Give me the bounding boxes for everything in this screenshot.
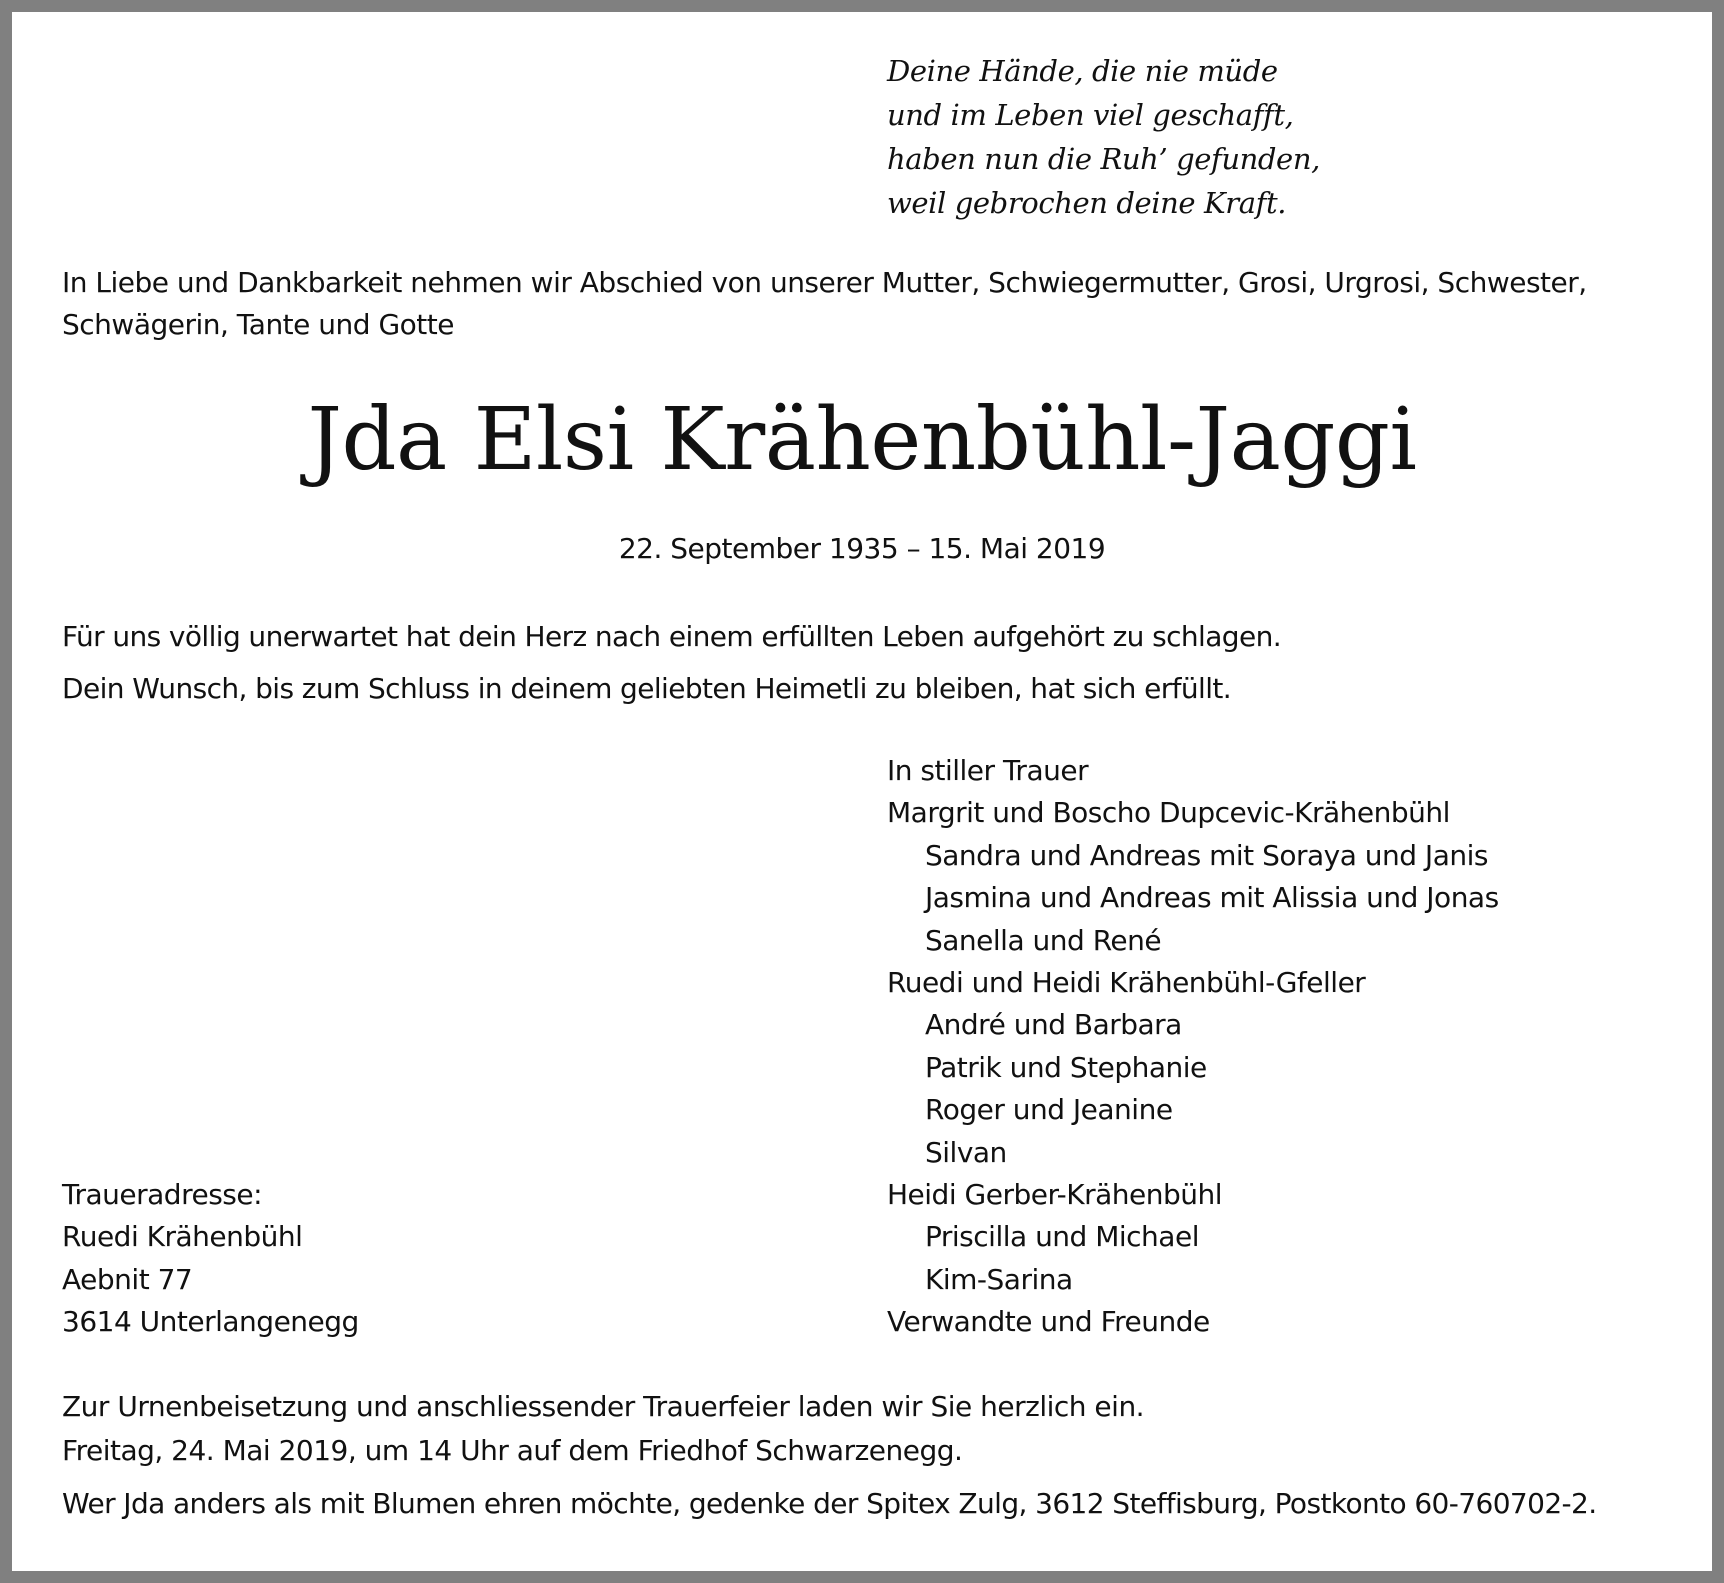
poem-line: haben nun die Ruh’ gefunden, (887, 142, 1320, 176)
mourner-family: Margrit und Boscho Dupcevic-Krähenbühl (887, 796, 1450, 830)
mourner-member: Roger und Jeanine (925, 1093, 1173, 1127)
mourning-address (62, 1174, 359, 1344)
ceremony-details: Freitag, 24. Mai 2019, um 14 Uhr auf dem Friedhof Schwarzenegg. (62, 1434, 963, 1467)
message-line: Dein Wunsch, bis zum Schluss in deinem geliebten Heimetli zu bleiben, hat sich erfüllt. (62, 672, 1232, 705)
mourner-relatives: Verwandte und Freunde (887, 1305, 1210, 1339)
address-city: 3614 Unterlangenegg (62, 1305, 359, 1339)
intro-line: Schwägerin, Tante und Gotte (62, 308, 454, 341)
mourner-member: André und Barbara (925, 1008, 1182, 1042)
address-label: Traueradresse: (62, 1178, 263, 1211)
mourner-family: Ruedi und Heidi Krähenbühl-Gfeller (887, 966, 1366, 1000)
mourner-member: Priscilla und Michael (925, 1220, 1199, 1254)
ceremony-info (62, 1385, 1144, 1473)
mourner-member: Kim-Sarina (925, 1262, 1073, 1296)
obituary-notice (12, 12, 1712, 1571)
page-frame (12, 12, 1712, 1571)
life-dates: 22. September 1935 – 15. Mai 2019 (618, 532, 1106, 565)
address-street: Aebnit 77 (62, 1262, 193, 1296)
message-line: Für uns völlig unerwartet hat dein Herz nach einem erfüllten Leben aufgehört zu schlagen. (62, 620, 1282, 653)
mourner-family: Heidi Gerber-Krähenbühl (887, 1178, 1223, 1212)
mourner-member: Silvan (925, 1135, 1007, 1169)
mourner-member: Sanella und René (925, 923, 1162, 957)
poem (887, 49, 1320, 225)
donation-note: Wer Jda anders als mit Blumen ehren möchte, gedenke der Spitex Zulg, 3612 Steffisburg, Postkonto 60-760702-2. (62, 1487, 1597, 1520)
mourner-member: Sandra und Andreas mit Soraya und Janis (925, 838, 1488, 872)
poem-line: Deine Hände, die nie müde (887, 54, 1278, 88)
memorial-message (62, 611, 1281, 715)
mourners-list (887, 750, 1499, 1344)
intro-text (62, 262, 1682, 346)
mourner-member: Patrik und Stephanie (925, 1050, 1207, 1084)
poem-line: und im Leben viel geschafft, (887, 98, 1294, 132)
deceased-name: Jda Elsi Krähenbühl-Jaggi (307, 390, 1417, 490)
mourners-heading: In stiller Trauer (887, 754, 1089, 787)
ceremony-invitation: Zur Urnenbeisetzung und anschliessender Trauerfeier laden wir Sie herzlich ein. (62, 1390, 1145, 1423)
intro-line: In Liebe und Dankbarkeit nehmen wir Abschied von unserer Mutter, Schwiegermutter, Grosi, Urgrosi, Schwester, (62, 266, 1587, 299)
poem-line: weil gebrochen deine Kraft. (887, 186, 1287, 220)
address-name: Ruedi Krähenbühl (62, 1220, 303, 1254)
mourner-member: Jasmina und Andreas mit Alissia und Jonas (925, 881, 1499, 915)
